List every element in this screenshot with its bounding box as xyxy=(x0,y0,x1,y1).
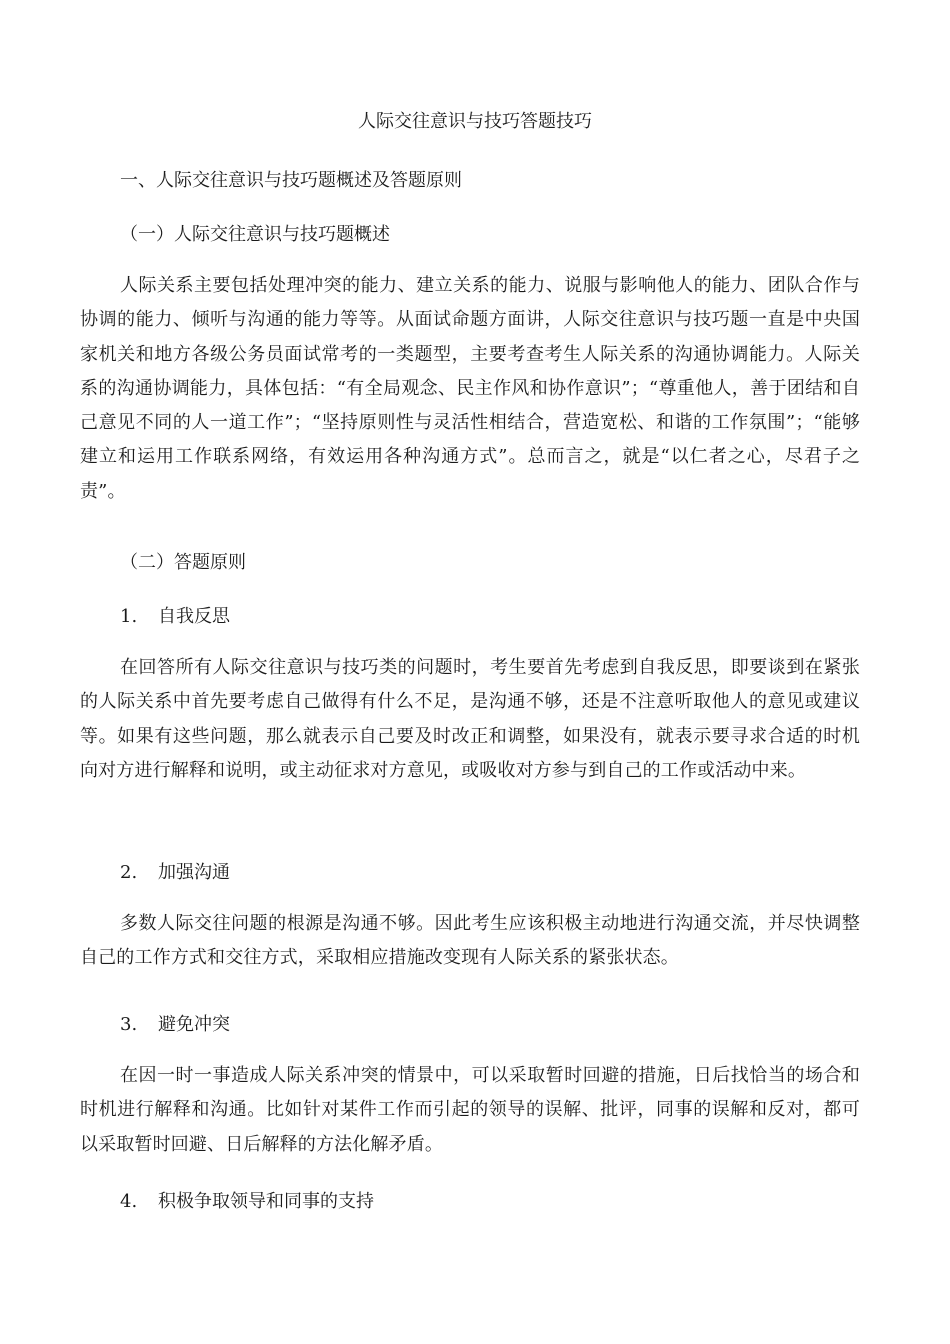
section-heading-1: 一、人际交往意识与技巧题概述及答题原则 xyxy=(120,170,462,191)
principle-paragraph-3: 在因一时一事造成人际关系冲突的情景中，可以采取暂时回避的措施，日后找恰当的场合和时机进行解释和沟通。比如针对某件工作而引起的领导的误解、批评，同事的误解和反对，都可以采取暂时回避、日后解释的方法化解矛盾。 xyxy=(80,1065,860,1155)
principle-paragraph-1: 在回答所有人际交往意识与技巧类的问题时，考生要首先考虑到自我反思，即要谈到在紧张的人际关系中首先要考虑自己做得有什么不足，是沟通不够，还是不注意听取他人的意见或建议等。如果有这些问题，那么就表示自己要及时改正和调整，如果没有，就表示要寻求合适的时机向对方进行解释和说明，或主动征求对方意见，或吸收对方参与到自己的工作或活动中来。 xyxy=(80,657,860,781)
document-title: 人际交往意识与技巧答题技巧 xyxy=(358,111,592,132)
principle-heading-3 xyxy=(120,1011,230,1039)
principle-label: 积极争取领导和同事的支持 xyxy=(158,1191,374,1212)
subsection-heading-overview: （一）人际交往意识与技巧题概述 xyxy=(120,224,390,245)
principle-number: 1. xyxy=(120,606,138,627)
principle-number: 3. xyxy=(120,1014,138,1035)
principle-label: 加强沟通 xyxy=(158,862,230,883)
principle-heading-2 xyxy=(120,859,230,887)
subsection-heading-principles: （二）答题原则 xyxy=(120,552,246,573)
principle-paragraph-2: 多数人际交往问题的根源是沟通不够。因此考生应该积极主动地进行沟通交流，并尽快调整自己的工作方式和交往方式，采取相应措施改变现有人际关系的紧张状态。 xyxy=(80,913,860,969)
principle-number: 2. xyxy=(120,862,138,883)
principle-label: 自我反思 xyxy=(158,606,230,627)
paragraph-overview: 人际关系主要包括处理冲突的能力、建立关系的能力、说服与影响他人的能力、团队合作与协调的能力、倾听与沟通的能力等等。从面试命题方面讲，人际交往意识与技巧题一直是中央国家机关和地方各级公务员面试常考的一类题型，主要考查考生人际关系的沟通协调能力。人际关系的沟通协调能力，具体包括：“有全局观念、民主作风和协作意识”；“尊重他人，善于团结和自己意见不同的人一道工作”；“坚持原则性与灵活性相结合，营造宽松、和谐的工作氛围”；“能够建立和运用工作联系网络，有效运用各种沟通方式”。总而言之，就是“以仁者之心，尽君子之责”。 xyxy=(80,275,860,502)
principle-heading-4 xyxy=(120,1188,374,1216)
principle-label: 避免冲突 xyxy=(158,1014,230,1035)
principle-heading-1 xyxy=(120,603,230,631)
principle-number: 4. xyxy=(120,1191,138,1212)
